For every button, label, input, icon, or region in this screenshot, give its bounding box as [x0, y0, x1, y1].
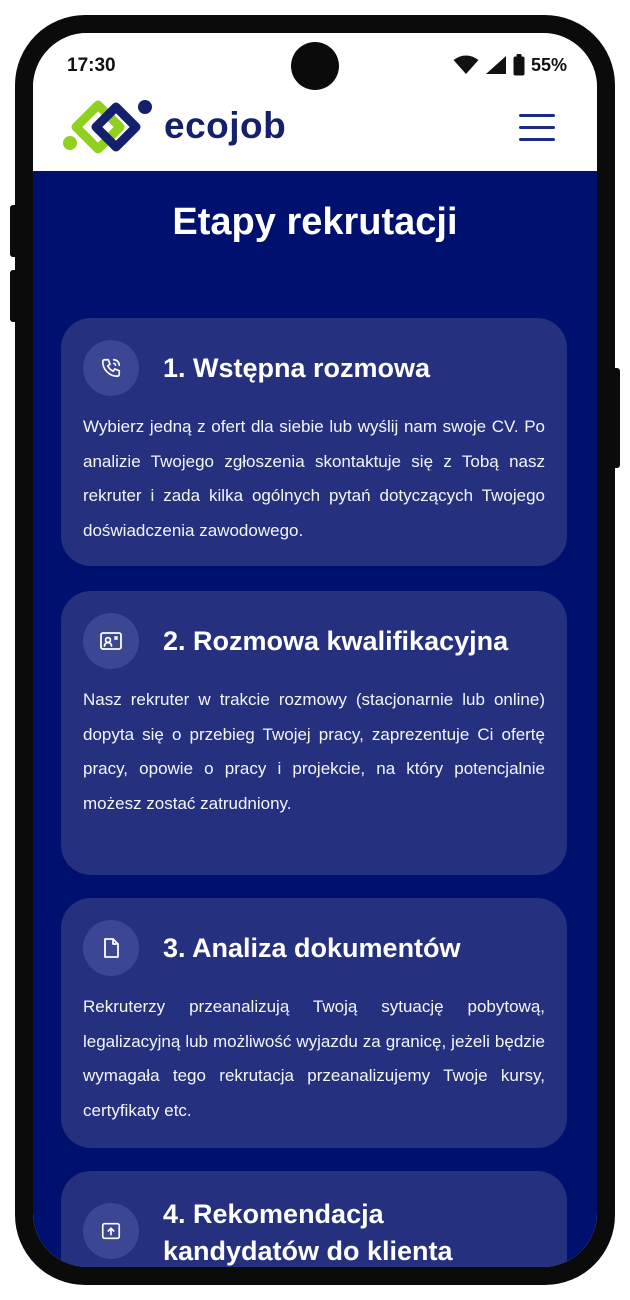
battery-icon [513, 54, 525, 76]
step-title: 4. Rekomendacja kandydatów do klienta [163, 1199, 453, 1266]
phone-call-icon [83, 340, 139, 396]
front-camera [291, 42, 339, 90]
main-content [33, 171, 597, 1267]
step-description: Rekruterzy przeanalizują Twoją sytuację pobytową, legalizacyjną lub możliwość wyjazdu za granicę, jeżeli będzie wymagała tego rekrutacja przeanalizujemy Twoje kursy, certyfikaty etc. [83, 997, 545, 1120]
wifi-icon [453, 55, 479, 75]
screen [33, 33, 597, 1267]
step-card [61, 591, 567, 875]
page-title: Etapy rekrutacji [172, 201, 458, 243]
status-bar [33, 33, 597, 95]
step-card [61, 1171, 567, 1267]
step-card [61, 318, 567, 566]
document-icon [83, 920, 139, 976]
step-title: 2. Rozmowa kwalifikacyjna [163, 626, 509, 656]
logo-text: ecojob [164, 105, 287, 146]
signal-icon [485, 55, 507, 75]
step-title: 1. Wstępna rozmowa [163, 353, 431, 383]
battery-percentage: 55% [530, 54, 567, 75]
site-header [33, 95, 597, 171]
upload-box-icon [83, 1203, 139, 1259]
ecojob-logo[interactable] [60, 97, 286, 155]
status-icons [453, 54, 567, 76]
step-description: Wybierz jedną z ofert dla siebie lub wyślij nam swoje CV. Po analizie Twojego zgłoszenia skontaktuje się z Tobą nasz rekruter i zada kilka ogólnych pytań dotyczących Twojego doświadczenia zawodowego. [83, 417, 545, 540]
id-card-icon [83, 613, 139, 669]
step-title: 3. Analiza dokumentów [163, 933, 461, 963]
hamburger-menu-icon[interactable] [519, 114, 555, 144]
step-description: Nasz rekruter w trakcie rozmowy (stacjonarnie lub online) dopyta się o przebieg Twojej pracy, zaprezentuje Ci ofertę pracy, opowie o pracy i projekcie, na który potencjalnie możesz zostać zatrudniony. [83, 690, 545, 813]
step-card [61, 898, 567, 1148]
ecojob-logo-mark [60, 97, 154, 155]
status-time: 17:30 [67, 55, 116, 76]
